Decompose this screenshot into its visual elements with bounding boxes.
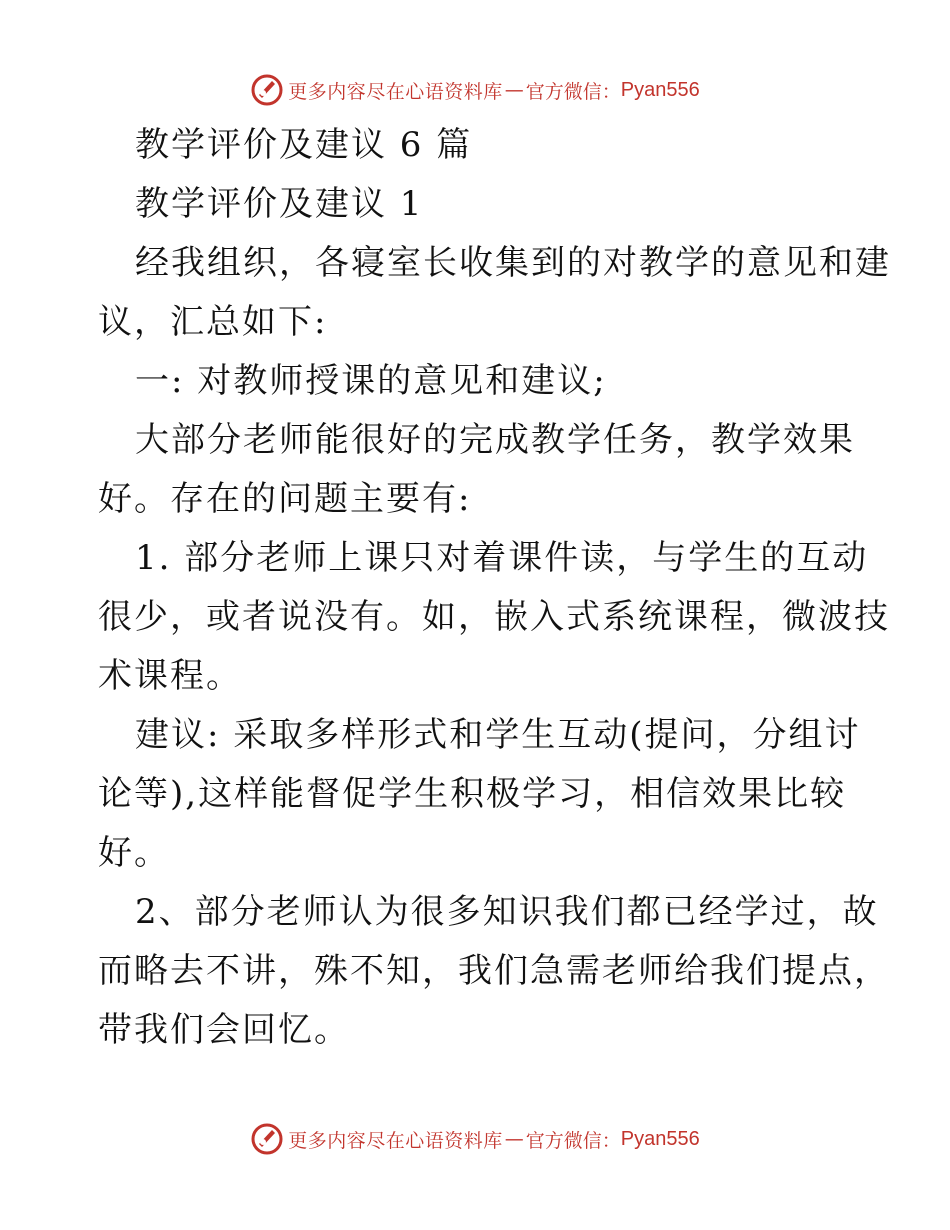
document-title: 教学评价及建议 6 篇	[135, 125, 473, 165]
seal-logo-icon	[250, 1122, 284, 1156]
watermark-wechat-label: 官方微信：	[525, 80, 621, 103]
paragraph-line: 好。存在的问题主要有:	[98, 479, 472, 519]
paragraph-line: 大部分老师能很好的完成教学任务，教学效果	[135, 420, 855, 460]
section-heading: 教学评价及建议 1	[135, 184, 424, 224]
watermark-wechat-id: Pyan556	[620, 1127, 700, 1150]
paragraph-line: 建议: 采取多样形式和学生互动(提问，分组讨	[135, 715, 861, 755]
paragraph-line: 1. 部分老师上课只对着课件读，与学生的互动	[135, 538, 869, 578]
paragraph-line: 一: 对教师授课的意见和建议;	[135, 361, 607, 401]
watermark-site-text: 更多内容尽在心语资料库	[288, 80, 503, 103]
paragraph-line: 好。	[98, 833, 170, 873]
watermark-site-text: 更多内容尽在心语资料库	[288, 1129, 503, 1152]
paragraph-line: 带我们会回忆。	[98, 1010, 350, 1050]
paragraph-line: 术课程。	[98, 656, 242, 696]
watermark-banner-top	[0, 70, 950, 110]
paragraph-line: 很少，或者说没有。如，嵌入式系统课程，微波技	[98, 597, 890, 637]
paragraph-line: 论等),这样能督促学生积极学习，相信效果比较	[98, 774, 847, 814]
paragraph-line: 议，汇总如下:	[98, 302, 328, 342]
watermark-banner-bottom	[0, 1119, 950, 1159]
watermark-dash: —	[504, 79, 524, 101]
watermark-wechat-id: Pyan556	[620, 78, 700, 101]
paragraph-line: 经我组织，各寝室长收集到的对教学的意见和建	[135, 243, 891, 283]
paragraph-line: 2、部分老师认为很多知识我们都已经学过，故	[135, 892, 879, 932]
watermark-wechat-label: 官方微信：	[525, 1129, 621, 1152]
paragraph-line: 而略去不讲，殊不知，我们急需老师给我们提点，	[98, 951, 890, 991]
watermark-dash: —	[504, 1128, 524, 1150]
seal-logo-icon	[250, 73, 284, 107]
